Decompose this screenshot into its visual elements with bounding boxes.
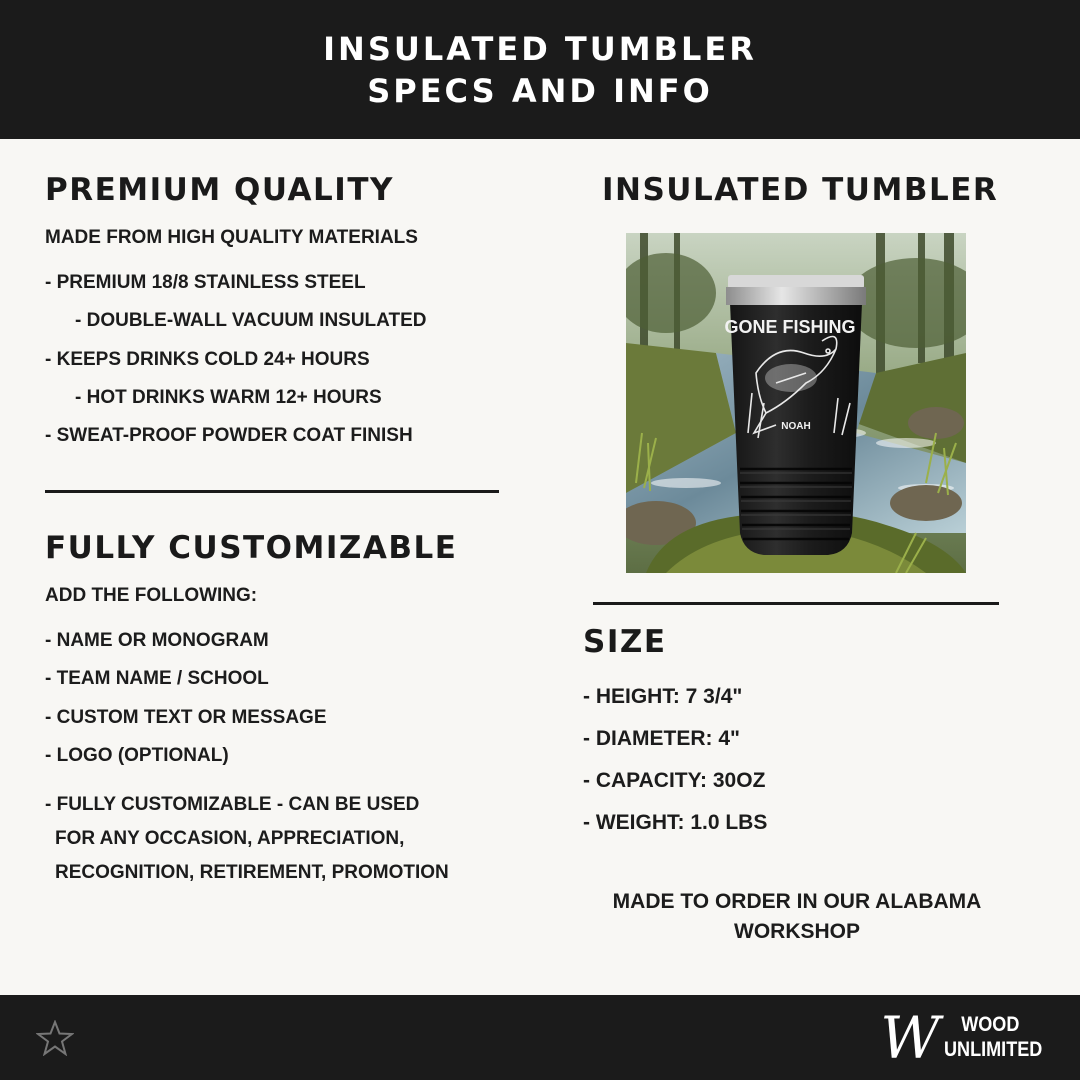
engraving-title: GONE FISHING [724,317,856,337]
section-divider [593,602,999,605]
premium-item: - HOT DRINKS WARM 12+ HOURS [75,387,382,408]
size-item: - CAPACITY: 30OZ [583,769,766,792]
premium-item: - KEEPS DRINKS COLD 24+ HOURS [45,349,370,370]
premium-item: - PREMIUM 18/8 STAINLESS STEEL [45,272,366,293]
customizable-note-line: - FULLY CUSTOMIZABLE - CAN BE USED [45,794,420,815]
workshop-note [583,887,1011,947]
premium-quality-heading: PREMIUM QUALITY [45,172,394,208]
size-item: - DIAMETER: 4" [583,727,740,750]
size-item: - HEIGHT: 7 3/4" [583,685,743,708]
brand-line-2: UNLIMITED [944,1038,1043,1061]
brand-logo [876,1008,1056,1070]
workshop-line-2: WORKSHOP [734,920,860,943]
product-heading: INSULATED TUMBLER [602,172,999,208]
brand-line-1: WOOD [961,1013,1020,1036]
customizable-note-line: FOR ANY OCCASION, APPRECIATION, [55,828,405,849]
premium-item: - SWEAT-PROOF POWDER COAT FINISH [45,425,413,446]
monogram-w-icon [876,1008,946,1064]
product-photo [626,233,966,573]
header-banner [0,0,1080,139]
customizable-item: - CUSTOM TEXT OR MESSAGE [45,707,327,728]
page-title-line-1: INSULATED TUMBLER [323,29,757,68]
size-item: - WEIGHT: 1.0 LBS [583,811,768,834]
customizable-note-line: RECOGNITION, RETIREMENT, PROMOTION [55,862,449,883]
customizable-heading: FULLY CUSTOMIZABLE [45,530,458,566]
premium-intro: MADE FROM HIGH QUALITY MATERIALS [45,227,418,248]
engraving-name: NOAH [781,421,811,432]
section-divider [45,490,499,493]
size-heading: SIZE [583,624,667,660]
workshop-line-1: MADE TO ORDER IN OUR ALABAMA [612,890,982,913]
svg-text:W: W [880,1008,940,1064]
customizable-item: - NAME OR MONOGRAM [45,630,269,651]
customizable-item: - TEAM NAME / SCHOOL [45,668,269,689]
star-icon [36,1020,74,1056]
brand-wordmark [944,1012,1058,1062]
customizable-item: - LOGO (OPTIONAL) [45,745,229,766]
page-title-line-2: SPECS AND INFO [367,71,713,110]
customizable-intro: ADD THE FOLLOWING: [45,585,258,606]
premium-item: - DOUBLE-WALL VACUUM INSULATED [75,310,427,331]
